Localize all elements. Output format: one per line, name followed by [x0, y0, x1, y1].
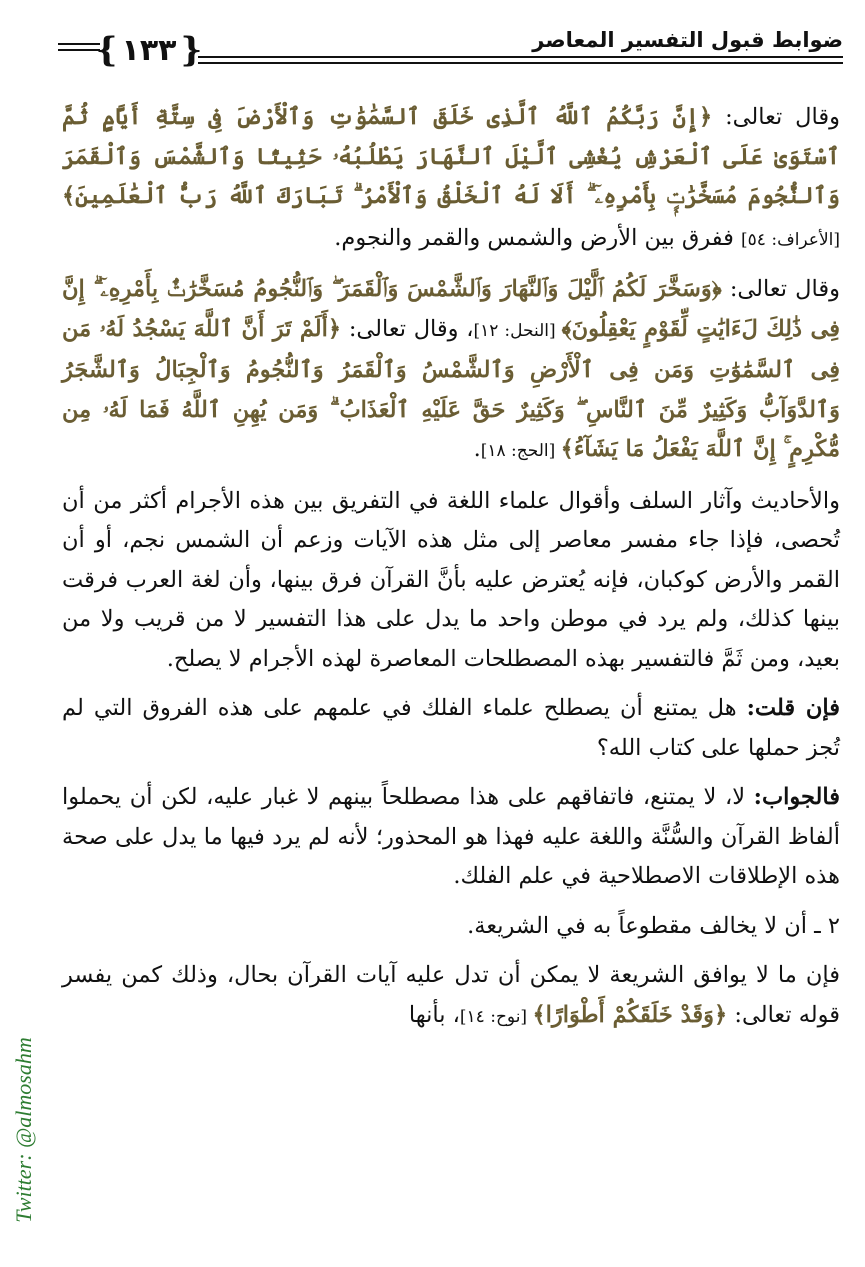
page-header: [58, 20, 843, 82]
p2-intro: وقال تعالى:: [721, 276, 840, 302]
p2-tail: .: [473, 436, 481, 462]
running-title: ضوابط قبول التفسير المعاصر: [532, 28, 843, 52]
page-number: ١٣٣: [121, 32, 177, 68]
p4-text: هل يمتنع أن يصطلح علماء الفلك في علمهم على هذه الفروق التي لم تُجز حملها على كتاب الله؟: [62, 695, 840, 761]
p7-text: فإن ما لا يوافق الشريعة لا يمكن أن تدل عليه آيات القرآن بحال، وذلك كمن يفسر قوله تعالى:: [62, 962, 840, 1028]
paragraph-4: [62, 689, 840, 768]
p2-verse-1: ﴿وَسَخَّرَ لَكُمُ ٱلَّيْلَ وَٱلنَّهَارَ وَٱلشَّمْسَ وَٱلْقَمَرَ ۖ وَٱلنُّجُومُ مُسَخَّرَٰتٌۢ بِأَمْرِهِۦٓ ۗ إِنَّ فِى ذَٰلِكَ لَءَايَٰتٍ لِّقَوْمٍ يَعْقِلُونَ﴾: [62, 276, 840, 342]
p2-mid: ، وقال تعالى:: [341, 315, 474, 342]
page-number-box: [95, 30, 203, 70]
p5-text: لا، لا يمتنع، فاتفاقهم على هذا مصطلحاً بينهم لا غبار عليه، لكن أن يحملوا ألفاظ القرآن والسُّنَّة واللغة عليه فهذا هو المحذور؛ لأنه لم يرد فيها ما يدل على صحة هذه الإطلاقات الاصطلاحية في علم الفلك.: [62, 784, 840, 889]
watermark-text: Twitter: @almosahm: [11, 1037, 36, 1223]
page-body: [62, 98, 840, 1047]
paragraph-3: والأحاديث وآثار السلف وأقوال علماء اللغة في التفريق بين هذه الأجرام أكثر من أن تُحصى، فإذا جاء مفسر معاصر إلى مثل هذه الآيات وزعم أن الشمس نجم، أو أن القمر والأرض كوكبان، فإنه يُعترض عليه بأنَّ القرآن فرق بينها، وأن لغة العرب فرقت بينها كذلك، ولم يرد في موطن واحد ما يدل على هذا التفسير لا من قريب ولا من بعيد، ومن ثَمَّ فالتفسير بهذه المصطلحات المعاصرة لهذه الأجرام لا يصلح.: [62, 487, 840, 672]
header-rule-left: [58, 43, 100, 51]
paragraph-5: [62, 778, 840, 897]
twitter-watermark: [4, 995, 44, 1265]
p4-lead: فإن قلت:: [746, 695, 841, 721]
p7-verse: ﴿وَقَدْ خَلَقَكُمْ أَطْوَارًا﴾: [532, 1001, 728, 1028]
header-rule-right: [198, 56, 843, 64]
p1-tail: ففرق بين الأرض والشمس والقمر والنجوم.: [334, 224, 742, 251]
p2-verse-2: ﴿أَلَمْ تَرَ أَنَّ ٱللَّهَ يَسْجُدُ لَهُۥ مَن فِى ٱلسَّمَٰوَٰتِ وَمَن فِى ٱلْأَرْضِ وَٱلشَّمْسُ وَٱلْقَمَرُ وَٱلنُّجُومُ وَٱلْجِبَالُ وَٱلشَّجَرُ وَٱلدَّوَآبُّ وَكَثِيرٌ مِّنَ ٱلنَّاسِ ۖ وَكَثِيرٌ حَقَّ عَلَيْهِ ٱلْعَذَابُ ۗ وَمَن يُهِنِ ٱللَّهُ فَمَا لَهُۥ مِن مُّكْرِمٍ ۚ إِنَّ ٱللَّهَ يَفْعَلُ مَا يَشَآءُ﴾: [62, 315, 840, 462]
p2-ref-2: [الحج: ١٨]: [480, 441, 561, 461]
p1-verse: ﴿إِنَّ رَبَّكُمُ ٱللَّهُ ٱلَّذِى خَلَقَ ٱلسَّمَٰوَٰتِ وَٱلْأَرْضَ فِى سِتَّةِ أَيَّامٍ ثُمَّ ٱسْتَوَىٰ عَلَى ٱلْعَرْشِ يُغْشِى ٱلَّيْلَ ٱلنَّهَارَ يَطْلُبُهُۥ حَثِيثًا وَٱلشَّمْسَ وَٱلْقَمَرَ وَٱلنُّجُومَ مُسَخَّرَٰتٍۭ بِأَمْرِهِۦٓ ۗ أَلَا لَهُ ٱلْخَلْقُ وَٱلْأَمْرُ ۗ تَبَارَكَ ٱللَّهُ رَبُّ ٱلْعَٰلَمِينَ﴾: [62, 104, 840, 209]
p5-lead: فالجواب:: [753, 784, 840, 810]
p1-ref: [الأعراف: ٥٤]: [741, 229, 840, 250]
paragraph-6: ٢ ـ أن لا يخالف مقطوعاً به في الشريعة.: [467, 912, 840, 939]
p2-ref-1: [النحل: ١٢]: [473, 320, 562, 341]
left-brace: {: [95, 30, 118, 70]
right-brace: }: [180, 30, 203, 70]
paragraph-7: [62, 956, 840, 1037]
p7-tail: ، بأنها: [408, 1001, 460, 1028]
paragraph-2: [62, 270, 840, 472]
p7-ref: [نوح: ١٤]: [459, 1006, 533, 1027]
p1-intro: وقال تعالى:: [712, 104, 840, 130]
paragraph-1: [62, 98, 840, 260]
